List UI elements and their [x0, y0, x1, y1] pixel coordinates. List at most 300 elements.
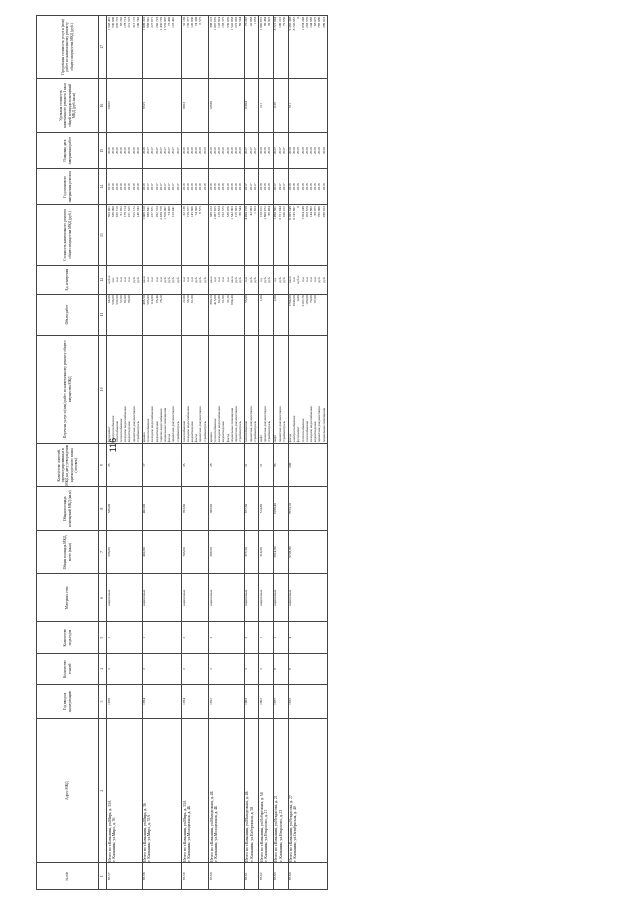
year-done [182, 169, 209, 205]
year-done-item: 2018 [313, 183, 318, 191]
work-cost-item: 32 136 [181, 206, 186, 216]
year-done-item: 2017 [252, 183, 257, 191]
year-done-item: 2017 [167, 183, 172, 191]
residents-count: 35 [182, 444, 209, 487]
year-done-item: 2019 [194, 183, 199, 191]
date-done-item: 2018 [304, 147, 309, 155]
year-done [259, 169, 274, 205]
work-cost-item: 4 490 728 [244, 206, 249, 220]
area-premises: 514,80 [259, 487, 274, 530]
date-done-item: 2017 [252, 147, 257, 155]
date-done-item: 2019 [123, 147, 128, 155]
work-cost-item: 289 923 [321, 206, 326, 218]
entrances-count: 2 [244, 622, 259, 653]
entrances-count: 1 [107, 622, 143, 653]
work-type-item: фасад [288, 433, 292, 443]
work-volume-item: 0,00 [296, 295, 301, 302]
limit-cost [107, 16, 143, 79]
work-type-item: холодное водоснабжение [185, 406, 190, 443]
work-volume-item: 55,00 [244, 295, 249, 303]
work-cost-item: 202 723 [154, 206, 159, 218]
work-volume-item: 114,00 [150, 295, 155, 305]
limit-cost-item: 1 542 063 [229, 16, 234, 31]
limit-cost [209, 16, 245, 79]
address-line: г. Камышин, ул.Молодежная, д. 4Б [214, 805, 219, 862]
limit-cost-item: 289 923 [321, 16, 326, 28]
date-done-item: 2018 [263, 147, 268, 155]
work-type-item: водоотведение [127, 421, 132, 443]
limit-cost-item: 79 650 [281, 16, 286, 27]
work-type-item: газоснабжение [181, 420, 186, 443]
work-cost-item: 149 743 [135, 206, 140, 218]
work-type-item: проектная документация [263, 406, 268, 443]
work-volume-item: 536,00 [110, 295, 115, 305]
date-done-item: 2019 [190, 147, 195, 155]
work-volume [209, 294, 245, 335]
limit-cost-item: 32 136 [181, 16, 186, 27]
year-done-item: 2019 [131, 183, 136, 191]
unit-cost: 11904 [244, 78, 259, 132]
column-header: Плановая дата завершения работ [37, 133, 99, 169]
work-volume-item [254, 295, 258, 333]
repair-plan-table [36, 15, 328, 890]
work-unit-item: п.м [313, 277, 318, 283]
limit-cost [182, 16, 209, 79]
table-header-row [37, 16, 99, 890]
work-type-item: фасад [167, 433, 172, 443]
table-row [259, 16, 274, 890]
work-type-item: подвальные помещения [321, 407, 326, 443]
work-type [273, 335, 288, 443]
limit-cost-item: 109 222 [277, 16, 282, 28]
date-done-item: 2018 [313, 147, 318, 155]
year-done [209, 169, 245, 205]
work-type-item: проектная документация [277, 406, 282, 443]
date-done-item: 2019 [198, 147, 203, 155]
limit-cost [288, 16, 328, 79]
column-number: 10 [99, 335, 107, 443]
work-volume-item: 57,00 [119, 295, 124, 303]
work-unit-item: п.м [190, 277, 195, 283]
work-unit-item: п.м [300, 277, 305, 283]
date-done-item: 2018 [321, 147, 326, 155]
limit-cost-item: 88 075 [313, 16, 318, 27]
date-done [273, 133, 288, 169]
address-line: г. Камышин, ул.Некрасова, д. 23 [278, 809, 283, 862]
year-done-item: 2019 [190, 183, 195, 191]
address-line: г. Камышин, ул.Молодежная, д. 4Б [186, 805, 191, 862]
work-unit-item: руб. [202, 276, 207, 283]
work-cost-item: 88 075 [313, 206, 318, 216]
table-row [288, 16, 328, 890]
date-done-item: 2017 [273, 147, 278, 155]
limit-cost-item: 0 [296, 16, 301, 19]
work-cost-item: 193 575 [221, 206, 226, 218]
work-type-item: подвальные помещения [162, 407, 167, 443]
work-volume-item: 694,40 [229, 295, 234, 305]
work-cost-item: 8 745 887 [292, 206, 297, 220]
work-unit-item: руб. [252, 276, 257, 283]
page-number: 116 [108, 437, 118, 453]
work-volume-item: 22,00 [181, 295, 186, 303]
limit-cost [142, 16, 182, 79]
column-number: 11 [99, 294, 107, 335]
area-total: 703,60 [182, 530, 209, 573]
row-number: 65.59 [182, 863, 209, 890]
date-done-item: 2019 [217, 147, 222, 155]
column-number: 4 [99, 653, 107, 684]
table-row [244, 16, 259, 890]
work-cost-item: 73 469 [167, 206, 172, 216]
work-volume-item: 532,00 [114, 295, 119, 305]
year-done-item: 2019 [110, 183, 115, 191]
work-volume-item: 2167,20 [300, 295, 305, 307]
date-done-item: 2019 [185, 147, 190, 155]
wall-material: кирпичные [209, 574, 245, 622]
residents-count: 85 [273, 444, 288, 487]
year-built: 1952 [209, 685, 245, 719]
work-cost-item: 1 653 [252, 206, 257, 214]
work-cost-item: 503 401 [106, 206, 111, 218]
work-unit-item: п.м [154, 277, 159, 283]
limit-cost-item: 2 430 729 [158, 16, 163, 31]
year-done-item: 2019 [106, 183, 111, 191]
work-unit-item: п.м [123, 277, 128, 283]
year-done-item: 2018 [267, 183, 272, 191]
work-volume-item [239, 295, 243, 333]
column-header: № п/п [37, 863, 99, 890]
work-unit-item: руб. [162, 276, 167, 283]
limit-cost [273, 16, 288, 79]
year-done-item: 2017 [175, 183, 180, 191]
work-type-item: теплоснабжение [213, 418, 217, 443]
work-volume-item: 99,00 [127, 295, 132, 303]
address-line: г. Камышин, ул.Набережная, д. 58 [249, 806, 254, 862]
address-line: Итого по г.Камышин, ул.Мира, д. 33А [182, 800, 187, 862]
work-unit-item: п.м [150, 277, 155, 283]
address-line: Итого по г.Камышин, ул.Мира, д. 36 [143, 803, 147, 862]
entrances-count: 2 [182, 622, 209, 653]
work-volume-item: 64,00 [106, 295, 111, 303]
limit-cost-item: 42 083 [248, 16, 253, 27]
residents-count: 17 [142, 444, 182, 487]
row-number: 65.61 [244, 863, 259, 890]
date-done-item: 2017 [281, 147, 286, 155]
work-cost-item: 1 860 972 [263, 206, 268, 220]
work-cost-item: 3 721 944 [277, 206, 282, 220]
work-cost-item [177, 206, 181, 264]
residents-count: 21 [244, 444, 259, 487]
table-body [107, 16, 328, 890]
work-volume-item: 390,20 [208, 295, 213, 305]
work-cost-item: 988 841 [146, 206, 151, 218]
work-cost-item [204, 206, 208, 264]
work-volume-item: 37,20 [225, 295, 230, 303]
work-type-item: электроснабжение [292, 415, 297, 443]
limit-cost-item: 6 385 348 [288, 16, 292, 31]
unit-cost: 1129 [273, 78, 288, 132]
work-volume [244, 294, 259, 335]
date-done-item: 2017 [150, 147, 155, 155]
limit-cost-item: 89 484 [263, 16, 268, 27]
year-built: 1977 [273, 685, 288, 719]
address-line: г. Камышин, ул.Мира, д. 36 [111, 817, 116, 862]
column-number: 3 [99, 685, 107, 719]
year-done-item: 2019 [202, 183, 207, 191]
address-cell [209, 718, 245, 863]
column-header: Стоимость капитального ремонта общего имущества МКД (руб.) [37, 205, 99, 265]
date-done-item: 2019 [119, 147, 124, 155]
work-unit-item: п.м [185, 277, 190, 283]
work-cost-item: 81 262 [119, 206, 124, 216]
date-done-item: 2017 [146, 147, 151, 155]
row-number: 65.57 [107, 863, 143, 890]
work-type-item: фасад [194, 433, 199, 443]
limit-cost-item: 193 575 [221, 16, 226, 28]
limit-cost-item: 89 544 [238, 16, 243, 27]
work-type [244, 335, 259, 443]
work-unit-item: руб. [281, 276, 286, 283]
area-premises: 389,90 [209, 487, 245, 530]
year-done-item: 2017 [244, 183, 249, 191]
work-unit-item: п.м [292, 277, 297, 283]
limit-cost-item: 988 841 [146, 16, 151, 28]
work-type-item: проектная документация [171, 406, 176, 443]
work-type-item: стройконтроль [202, 420, 207, 443]
column-number: 9 [99, 444, 107, 487]
unit-cost: 8653 [182, 78, 209, 132]
year-built: 1963 [244, 685, 259, 719]
limit-cost-item: 1 653 [252, 16, 257, 25]
work-volume-item: 61,00 [190, 295, 195, 303]
work-type-item: проектная документация [131, 406, 136, 443]
date-done-item: 2018 [258, 147, 263, 155]
area-premises: 1688,40 [273, 487, 288, 530]
work-unit-item: п.м [217, 277, 222, 283]
work-unit-item: кв.м [288, 276, 292, 283]
work-type-item: теплоснабжение [300, 418, 305, 443]
work-type-item: газоснабжение [304, 420, 309, 443]
row-number: 65.60 [209, 863, 245, 890]
date-done-item: 2017 [162, 147, 167, 155]
year-done-item: 2019 [217, 183, 222, 191]
year-done-item: 2019 [225, 183, 230, 191]
work-unit-item: м.п. [110, 276, 115, 283]
work-unit-item: руб. [198, 276, 203, 283]
work-unit-item: ед. [258, 277, 263, 282]
address-cell [259, 718, 274, 863]
work-volume-item: 190,00 [304, 295, 309, 305]
work-volume-item [323, 295, 327, 333]
work-type-item: стройконтроль [135, 420, 140, 443]
work-unit [107, 265, 143, 294]
area-total: 9728,80 [288, 530, 328, 573]
limit-cost-item: 1 559 007 [162, 16, 167, 31]
work-type-item: газоснабжение [244, 420, 249, 443]
date-done-item: 2018 [267, 147, 272, 155]
work-cost-item: 1 542 063 [229, 206, 234, 220]
area-premises: 402,00 [142, 487, 182, 530]
work-type-item: лифт [258, 435, 263, 443]
row-number: 65.64 [288, 863, 328, 890]
limit-cost-item: 159 377 [185, 16, 190, 28]
work-cost [273, 205, 288, 265]
work-unit [273, 265, 288, 294]
limit-cost-item: 539 076 [225, 16, 230, 28]
work-volume-item: 59,50 [185, 295, 190, 303]
work-volume-item: 91,00 [221, 295, 226, 303]
limit-cost-item: 74 308 [194, 16, 199, 27]
work-volume-item [268, 295, 272, 333]
limit-cost-item: 149 743 [135, 16, 140, 28]
area-premises: 7653,10 [288, 487, 328, 530]
column-number: 7 [99, 530, 107, 573]
table-row [182, 16, 209, 890]
limit-cost-item: 178 714 [123, 16, 128, 28]
work-cost-item: 785 086 [317, 206, 322, 218]
limit-cost-item: 8 745 887 [292, 16, 297, 31]
column-number: 13 [99, 205, 107, 265]
address-cell [273, 718, 288, 863]
date-done-item: 2017 [171, 147, 176, 155]
work-cost-item: 145 606 [190, 206, 195, 218]
address-line: Итого по г.Камышин, ул.Некрасова, д. 21 [274, 795, 279, 862]
work-unit-item: руб. [248, 276, 253, 283]
work-volume-item: 2943,00 [292, 295, 297, 307]
work-unit-item: п.м [146, 277, 151, 283]
work-cost-item: 388 223 [208, 206, 213, 218]
column-header: Общая площадь МКД, всего (кв.м) [37, 530, 99, 573]
work-unit-item: п.м [244, 277, 249, 283]
entrances-count: 1 [273, 622, 288, 653]
date-done-item: 2017 [158, 147, 163, 155]
year-done-item: 2018 [292, 183, 297, 191]
limit-cost-item: 145 606 [190, 16, 195, 28]
limit-cost-item: 76 297 [244, 16, 249, 27]
work-type-item: водоотведение [313, 421, 318, 443]
year-done-item: 2019 [119, 183, 124, 191]
work-cost-item: 109 222 [281, 206, 286, 218]
work-unit-item: руб. [131, 276, 136, 283]
limit-cost-item: 123 441 [171, 16, 176, 28]
year-done [142, 169, 182, 205]
limit-cost-item: 73 469 [167, 16, 172, 27]
work-cost [182, 205, 209, 265]
work-type-item: холодное водоснабжение [150, 406, 155, 443]
work-cost-item: 128 824 [217, 206, 222, 218]
date-done-item: 2019 [233, 147, 238, 155]
year-done-item: 2019 [185, 183, 190, 191]
work-unit-item: руб. [317, 276, 322, 283]
address-cell [142, 718, 182, 863]
work-volume [142, 294, 182, 335]
date-done-item: 2019 [202, 147, 207, 155]
column-number: 8 [99, 487, 107, 530]
work-volume [288, 294, 328, 335]
work-type [259, 335, 274, 443]
work-unit [244, 265, 259, 294]
year-done-item: 2019 [123, 183, 128, 191]
area-total: 2914,90 [273, 530, 288, 573]
date-done [107, 133, 143, 169]
date-done-item: 2019 [114, 147, 119, 155]
work-cost-item: 315 172 [131, 206, 136, 218]
work-type-item: теплоснабжение [146, 418, 151, 443]
table-row [107, 16, 143, 890]
work-unit-item: п.м [158, 277, 163, 283]
year-done-item: 2018 [308, 183, 313, 191]
limit-cost [259, 16, 274, 79]
year-built: 1954 [142, 685, 182, 719]
address-line: г. Камышин, ул.Некрасова, д. 21 [264, 809, 269, 862]
work-unit-item: кв.м [229, 276, 234, 283]
column-number: 17 [99, 16, 107, 79]
column-header: Год планового завершения ремонта [37, 169, 99, 205]
work-volume-item: 70,00 [308, 295, 313, 303]
work-unit-item: куб.м [296, 275, 301, 284]
floors-count: 2 [259, 653, 274, 684]
work-cost-item: 227 671 [150, 206, 155, 218]
date-done [182, 133, 209, 169]
work-type [107, 335, 143, 443]
work-volume-item: 1,00 [258, 295, 263, 302]
work-type-item: теплоснабжение [119, 418, 124, 443]
unit-cost: 10530 [209, 78, 245, 132]
work-type [142, 335, 182, 443]
area-total: 514,80 [259, 530, 274, 573]
residents-count: 21 [259, 444, 274, 487]
work-cost [244, 205, 259, 265]
year-done-item: 2017 [171, 183, 176, 191]
year-done-item: 2018 [258, 183, 263, 191]
work-unit-item: куб.м [106, 275, 111, 284]
wall-material: кирпичные [182, 574, 209, 622]
year-done-item: 2017 [273, 183, 278, 191]
limit-cost [244, 16, 259, 79]
work-unit-item: п.м [127, 277, 132, 283]
wall-material: кирпичные [259, 574, 274, 622]
year-built: 1972 [288, 685, 328, 719]
table-row [209, 16, 245, 890]
work-cost-item: 219 693 [233, 206, 238, 218]
work-cost-item: 6 575 [198, 206, 203, 214]
work-volume-item: 595,00 [146, 295, 151, 305]
work-type-item: проектная документация [248, 406, 253, 443]
floors-count: 2 [182, 653, 209, 684]
work-type-item: фундамент [296, 426, 301, 443]
date-done-item: 2019 [181, 147, 186, 155]
work-cost [259, 205, 274, 265]
work-volume-item: 78,20 [158, 295, 163, 303]
date-done-item: 2019 [208, 147, 213, 155]
work-unit-item: кв.м [208, 276, 213, 283]
column-header: Предельная стоимость услуг и (или) работ по капитальному ремонту общего имущества МКД (руб.) [37, 16, 99, 79]
limit-cost-item: 785 086 [317, 16, 322, 28]
work-volume-item: 1794,00 [288, 295, 292, 307]
year-done-item: 2017 [162, 183, 167, 191]
unit-cost: 9515 [142, 78, 182, 132]
floors-count: 9 [288, 653, 328, 684]
column-header: Общая площадь помещений МКД (кв.м) [37, 487, 99, 530]
date-done-item: 2019 [131, 147, 136, 155]
address-line: г. Камышин, ул.Октябрьская, д. 40 [293, 806, 298, 862]
year-done-item: 2019 [229, 183, 234, 191]
work-volume [259, 294, 274, 335]
work-unit [209, 265, 245, 294]
address-cell [107, 718, 143, 863]
date-done-item: 2018 [308, 147, 313, 155]
limit-cost-item: 1 503 401 [106, 16, 111, 31]
